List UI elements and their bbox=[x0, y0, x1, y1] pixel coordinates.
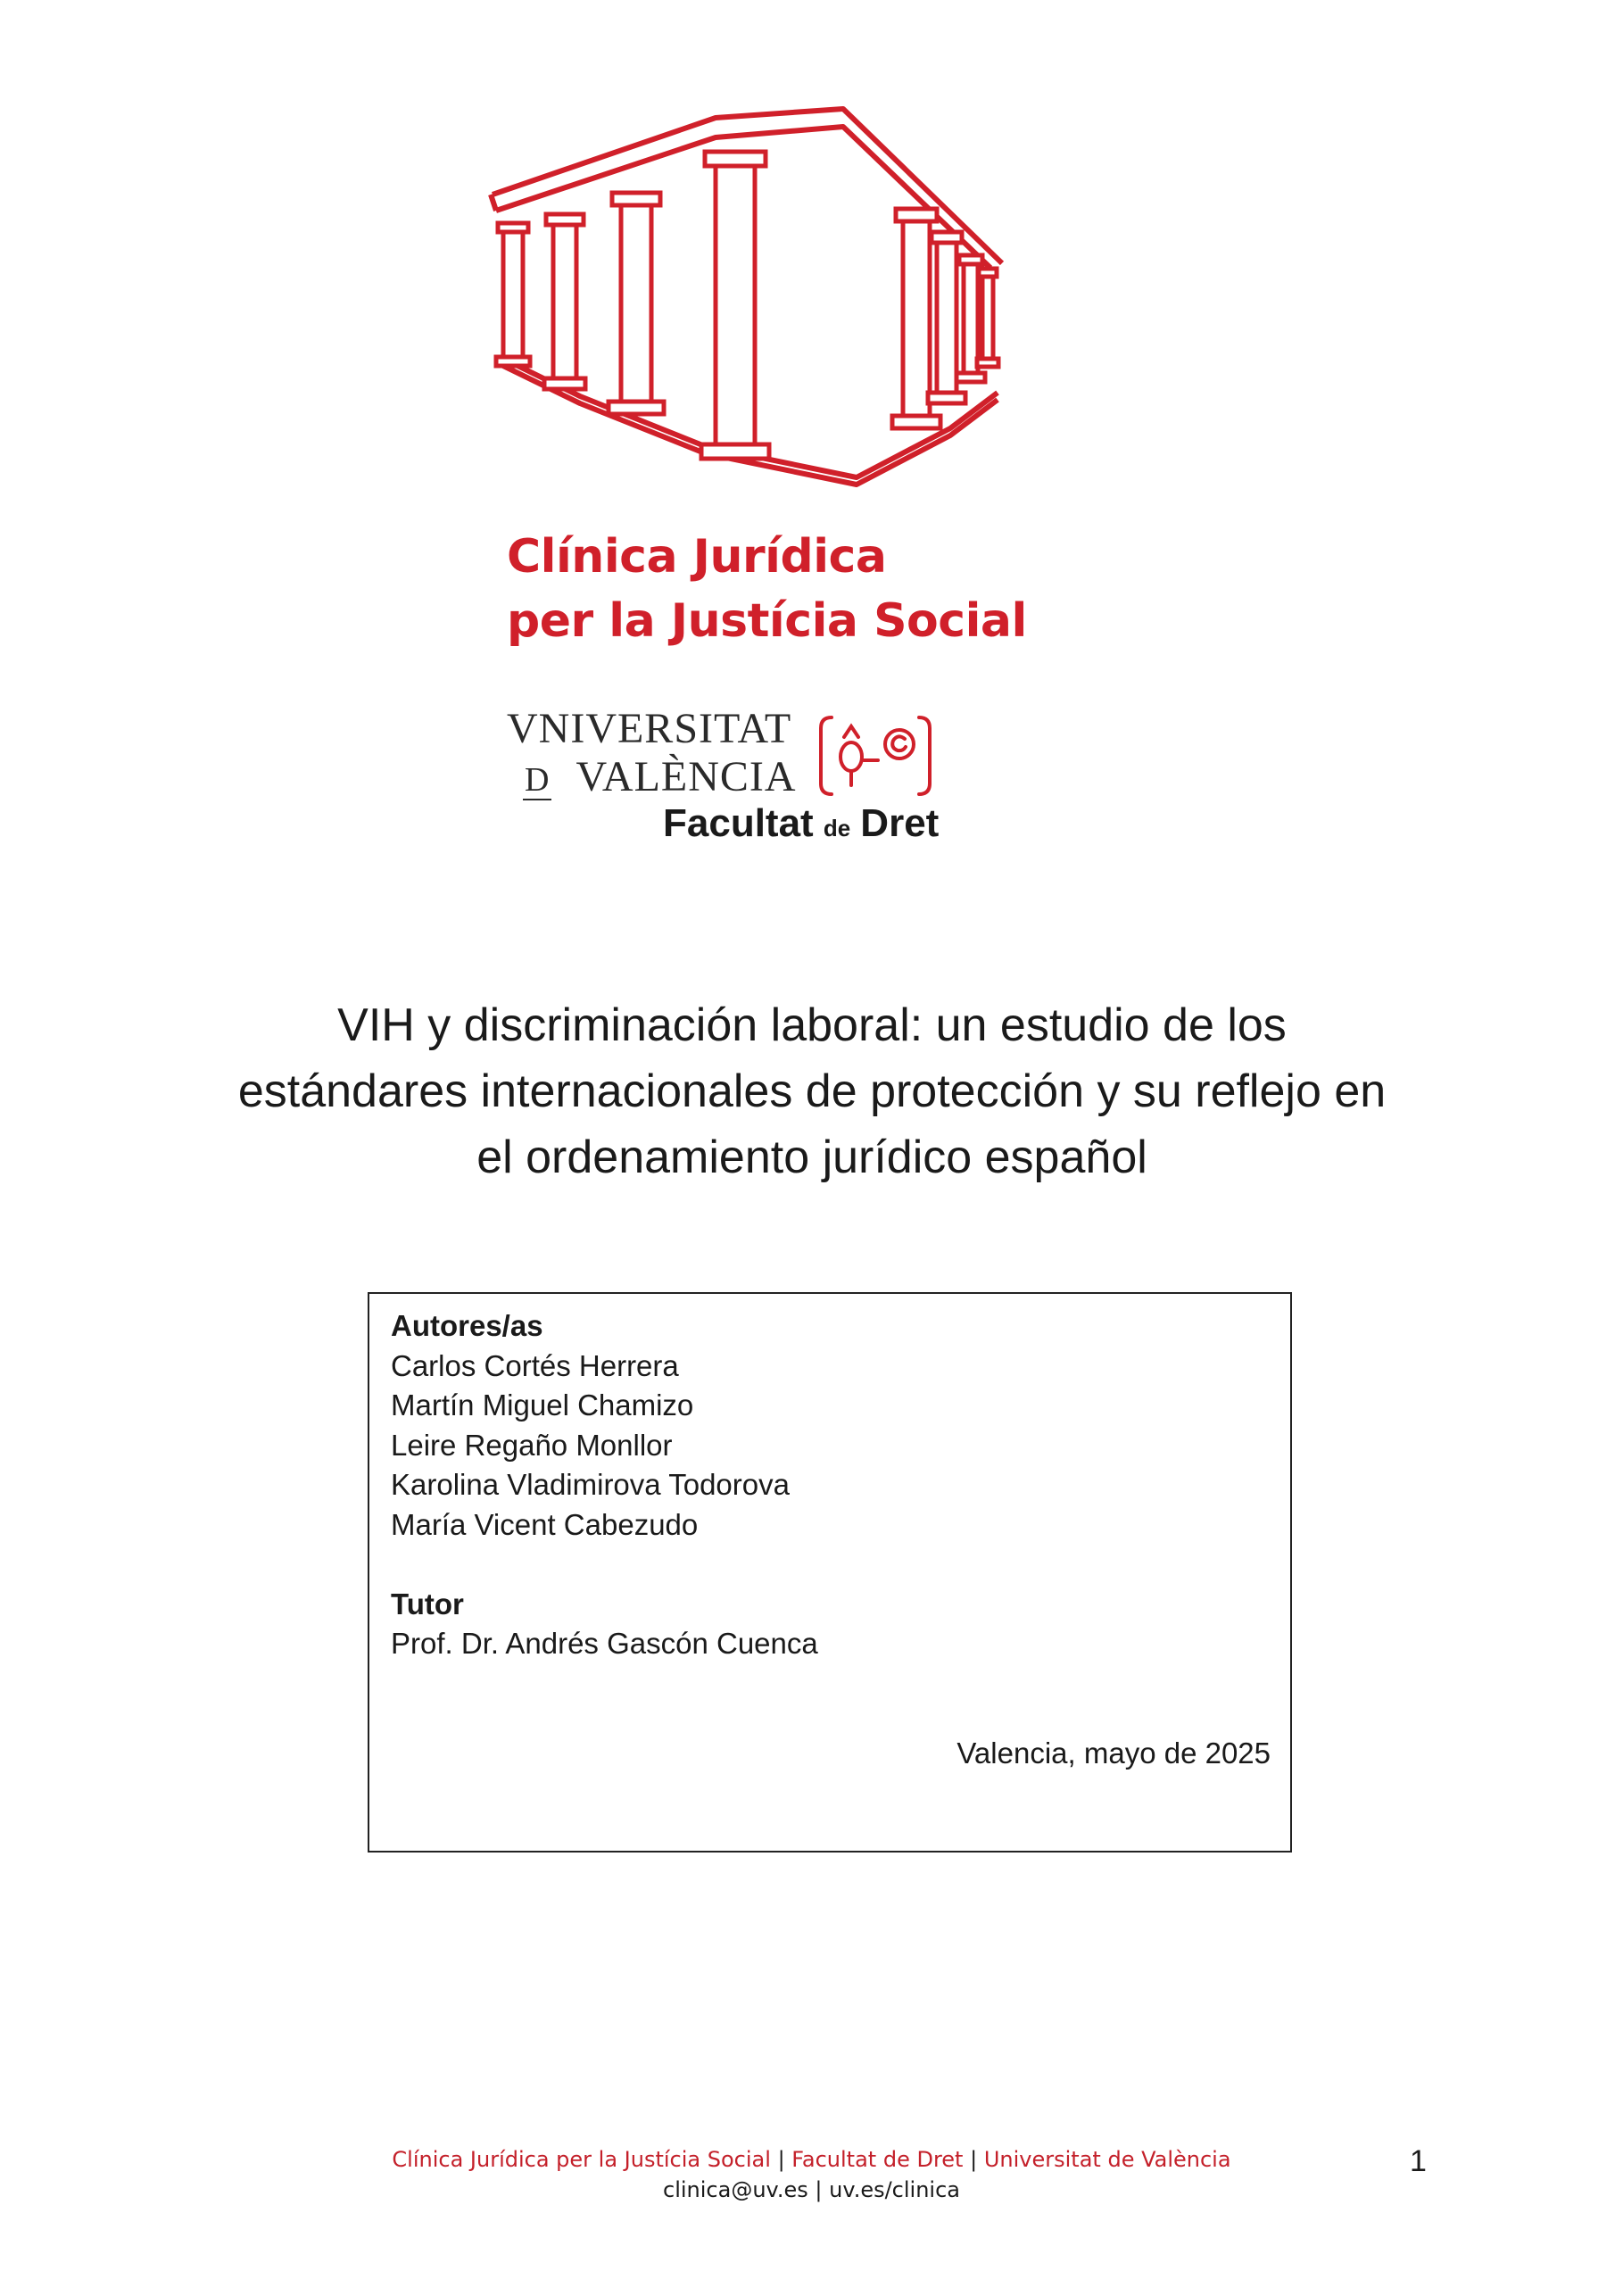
authors-heading: Autores/as bbox=[391, 1309, 543, 1342]
author-name: Martín Miguel Chamizo bbox=[391, 1388, 694, 1422]
university-seal-icon bbox=[817, 710, 933, 803]
footer-faculty: Facultat de Dret bbox=[791, 2147, 964, 2172]
faculty-word2: de bbox=[823, 815, 851, 841]
place-date: Valencia, mayo de 2025 bbox=[956, 1737, 1271, 1770]
author-name: María Vicent Cabezudo bbox=[391, 1507, 699, 1541]
page-number: 1 bbox=[1410, 2144, 1427, 2178]
author-name: Karolina Vladimirova Todorova bbox=[391, 1468, 790, 1501]
footer-clinic: Clínica Jurídica per la Justícia Social bbox=[392, 2147, 771, 2172]
author-name: Leire Regaño Monllor bbox=[391, 1428, 673, 1462]
footer-university: Universitat de València bbox=[983, 2147, 1231, 2172]
title-line2: estándares internacionales de protección y su reflejo en bbox=[237, 1065, 1387, 1117]
footer-url-link[interactable]: uv.es/clinica bbox=[829, 2177, 960, 2202]
university-line1: VNIVERSITAT bbox=[507, 705, 792, 752]
document-title bbox=[143, 992, 1481, 1190]
faculty-name bbox=[663, 801, 939, 846]
footer-email-link[interactable]: clinica@uv.es bbox=[663, 2177, 808, 2202]
clinic-name-line2: per la Justícia Social bbox=[507, 594, 1027, 648]
clinic-name bbox=[507, 525, 1027, 653]
university-logo bbox=[507, 696, 1011, 879]
footer-separator: | bbox=[815, 2177, 823, 2202]
page-footer bbox=[0, 2144, 1623, 2205]
faculty-word3: Dret bbox=[860, 801, 940, 845]
tutor-name: Prof. Dr. Andrés Gascón Cuenca bbox=[391, 1627, 818, 1660]
tutor-heading: Tutor bbox=[391, 1587, 464, 1620]
university-line2: VALÈNCIA bbox=[576, 753, 797, 800]
university-wordmark bbox=[507, 705, 797, 804]
authors-box bbox=[368, 1292, 1292, 1853]
temple-logo bbox=[482, 98, 1008, 491]
faculty-word1: Facultat bbox=[663, 801, 814, 845]
title-line1: VIH y discriminación laboral: un estudio de los bbox=[337, 999, 1287, 1051]
footer-separator: | bbox=[970, 2147, 978, 2172]
footer-separator: | bbox=[777, 2147, 785, 2172]
author-name: Carlos Cortés Herrera bbox=[391, 1348, 679, 1382]
clinic-name-line1: Clínica Jurídica bbox=[507, 530, 887, 584]
university-mark: D bbox=[525, 761, 551, 799]
title-line3: el ordenamiento jurídico español bbox=[476, 1131, 1147, 1183]
